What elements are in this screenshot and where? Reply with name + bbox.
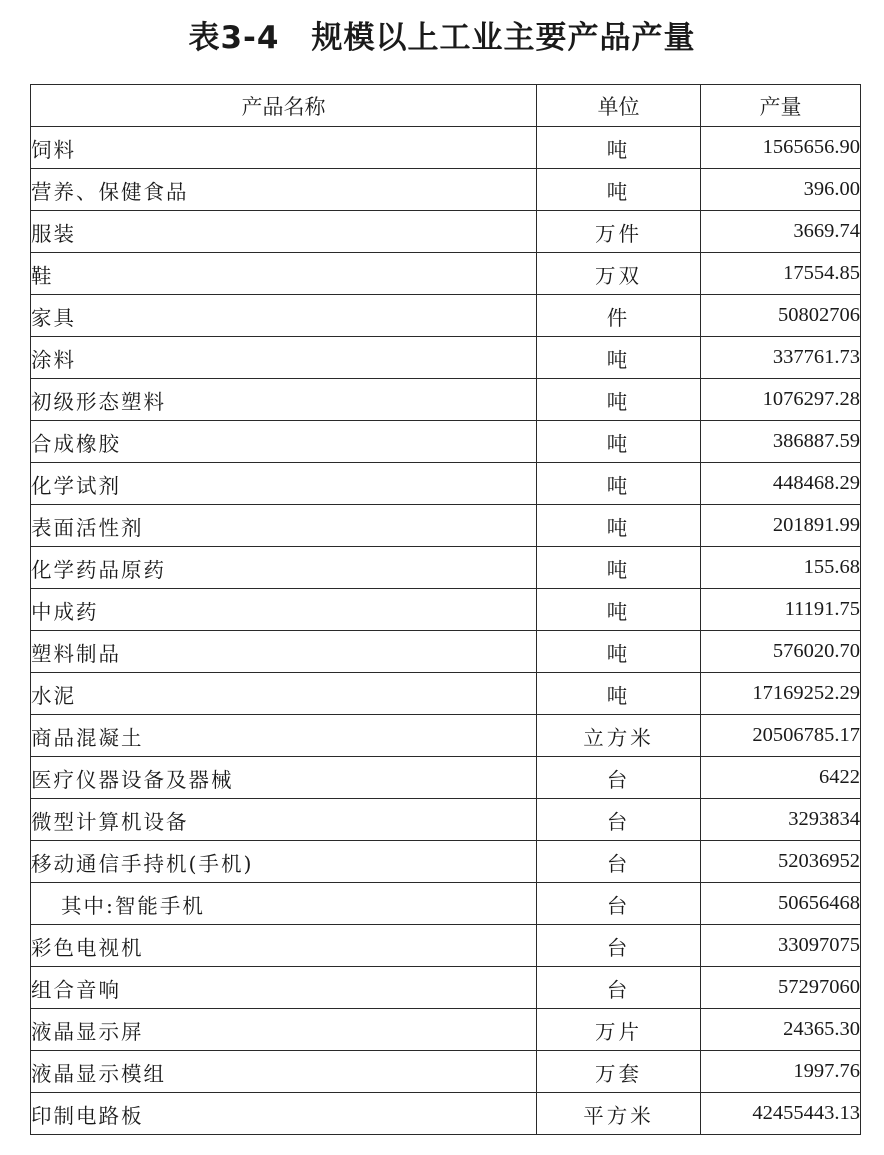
quantity-cell: 17554.85 — [701, 253, 861, 295]
product-name-cell: 移动通信手持机(手机) — [31, 841, 537, 883]
product-name-cell: 塑料制品 — [31, 631, 537, 673]
quantity-cell: 52036952 — [701, 841, 861, 883]
quantity-cell: 3669.74 — [701, 211, 861, 253]
quantity-cell: 1997.76 — [701, 1051, 861, 1093]
quantity-cell: 1565656.90 — [701, 127, 861, 169]
table-row — [31, 799, 861, 841]
product-name-cell: 饲料 — [31, 127, 537, 169]
table-row — [31, 883, 861, 925]
quantity-cell: 448468.29 — [701, 463, 861, 505]
quantity-cell: 20506785.17 — [701, 715, 861, 757]
table-row — [31, 715, 861, 757]
table-body — [31, 127, 861, 1135]
unit-cell: 吨 — [537, 673, 701, 715]
table-row — [31, 1093, 861, 1135]
unit-cell: 台 — [537, 925, 701, 967]
table-header-row — [31, 85, 861, 127]
unit-cell: 吨 — [537, 337, 701, 379]
unit-cell: 台 — [537, 967, 701, 1009]
quantity-cell: 1076297.28 — [701, 379, 861, 421]
quantity-cell: 24365.30 — [701, 1009, 861, 1051]
product-name-cell: 商品混凝土 — [31, 715, 537, 757]
product-name-cell: 营养、保健食品 — [31, 169, 537, 211]
unit-cell: 吨 — [537, 505, 701, 547]
unit-cell: 吨 — [537, 421, 701, 463]
quantity-cell: 576020.70 — [701, 631, 861, 673]
unit-cell: 台 — [537, 757, 701, 799]
product-name-cell: 液晶显示模组 — [31, 1051, 537, 1093]
unit-cell: 台 — [537, 883, 701, 925]
quantity-cell: 396.00 — [701, 169, 861, 211]
table-row — [31, 421, 861, 463]
product-name-cell: 涂料 — [31, 337, 537, 379]
unit-cell: 万件 — [537, 211, 701, 253]
product-name-cell: 合成橡胶 — [31, 421, 537, 463]
table-row — [31, 673, 861, 715]
product-name-cell: 鞋 — [31, 253, 537, 295]
unit-cell: 件 — [537, 295, 701, 337]
unit-cell: 吨 — [537, 127, 701, 169]
product-name-cell: 微型计算机设备 — [31, 799, 537, 841]
table-row — [31, 505, 861, 547]
product-name-cell: 组合音响 — [31, 967, 537, 1009]
quantity-cell: 155.68 — [701, 547, 861, 589]
table-row — [31, 925, 861, 967]
table-row — [31, 757, 861, 799]
unit-cell: 吨 — [537, 463, 701, 505]
product-name-cell: 表面活性剂 — [31, 505, 537, 547]
table-row — [31, 547, 861, 589]
table-row — [31, 841, 861, 883]
production-table — [30, 84, 861, 1135]
quantity-cell: 3293834 — [701, 799, 861, 841]
unit-cell: 台 — [537, 799, 701, 841]
unit-cell: 吨 — [537, 547, 701, 589]
unit-cell: 万套 — [537, 1051, 701, 1093]
table-row — [31, 295, 861, 337]
table-row — [31, 589, 861, 631]
table-row — [31, 631, 861, 673]
quantity-cell: 201891.99 — [701, 505, 861, 547]
product-name-cell: 化学药品原药 — [31, 547, 537, 589]
table-row — [31, 253, 861, 295]
product-name-cell: 服装 — [31, 211, 537, 253]
quantity-cell: 386887.59 — [701, 421, 861, 463]
page-title: 表3-4 规模以上工业主要产品产量 — [188, 20, 696, 56]
product-name-cell: 化学试剂 — [31, 463, 537, 505]
quantity-cell: 17169252.29 — [701, 673, 861, 715]
table-row — [31, 127, 861, 169]
product-name-cell: 水泥 — [31, 673, 537, 715]
header-quantity: 产量 — [701, 85, 861, 127]
quantity-cell: 57297060 — [701, 967, 861, 1009]
product-name-cell: 液晶显示屏 — [31, 1009, 537, 1051]
product-name-cell: 中成药 — [31, 589, 537, 631]
product-name-cell: 医疗仪器设备及器械 — [31, 757, 537, 799]
unit-cell: 吨 — [537, 589, 701, 631]
unit-cell: 万片 — [537, 1009, 701, 1051]
quantity-cell: 6422 — [701, 757, 861, 799]
table-row — [31, 211, 861, 253]
unit-cell: 吨 — [537, 169, 701, 211]
product-name-cell: 彩色电视机 — [31, 925, 537, 967]
quantity-cell: 50656468 — [701, 883, 861, 925]
table-row — [31, 169, 861, 211]
product-name-cell: 初级形态塑料 — [31, 379, 537, 421]
quantity-cell: 50802706 — [701, 295, 861, 337]
table-row — [31, 337, 861, 379]
table-row — [31, 1009, 861, 1051]
unit-cell: 立方米 — [537, 715, 701, 757]
unit-cell: 台 — [537, 841, 701, 883]
unit-cell: 吨 — [537, 631, 701, 673]
product-name-cell: 印制电路板 — [31, 1093, 537, 1135]
unit-cell: 吨 — [537, 379, 701, 421]
header-unit: 单位 — [537, 85, 701, 127]
product-name-cell: 其中:智能手机 — [31, 883, 537, 925]
table-row — [31, 967, 861, 1009]
table-row — [31, 379, 861, 421]
quantity-cell: 11191.75 — [701, 589, 861, 631]
product-name-cell: 家具 — [31, 295, 537, 337]
header-product-name: 产品名称 — [31, 85, 537, 127]
unit-cell: 万双 — [537, 253, 701, 295]
table-row — [31, 463, 861, 505]
table-row — [31, 1051, 861, 1093]
unit-cell: 平方米 — [537, 1093, 701, 1135]
quantity-cell: 42455443.13 — [701, 1093, 861, 1135]
quantity-cell: 33097075 — [701, 925, 861, 967]
quantity-cell: 337761.73 — [701, 337, 861, 379]
